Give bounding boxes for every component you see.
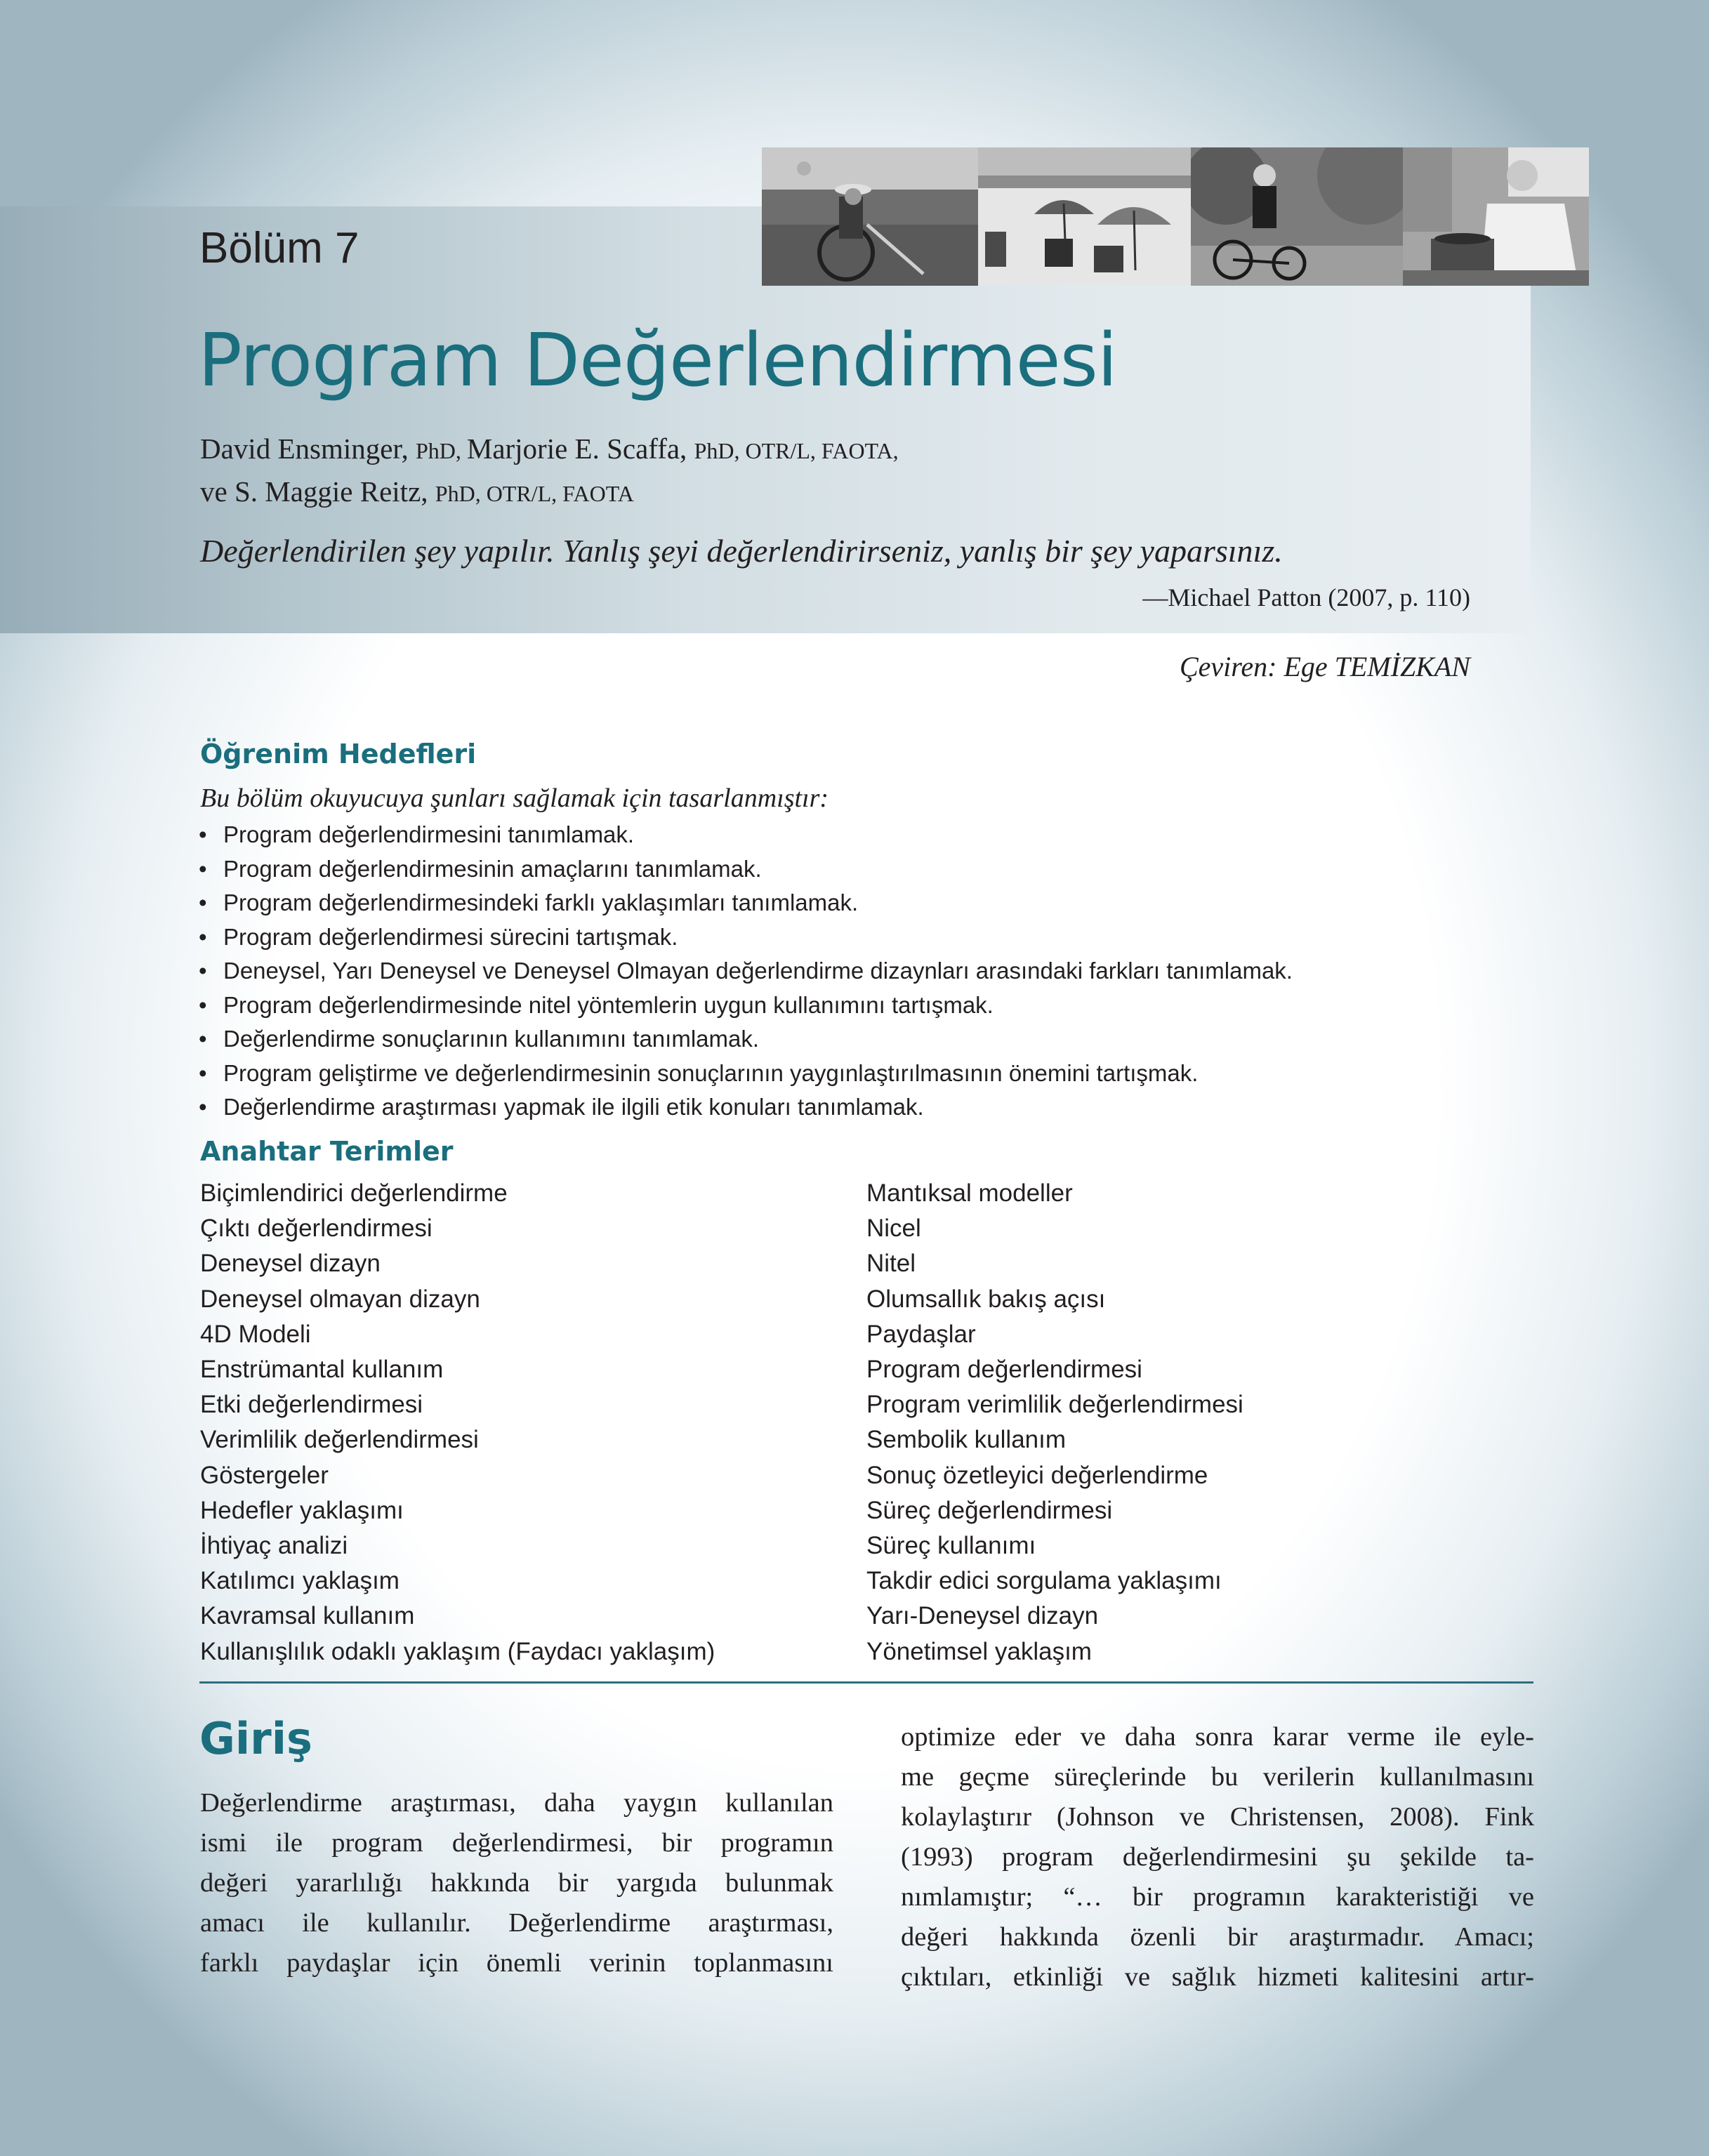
kitchen-cook-photo bbox=[1403, 147, 1589, 286]
bullet-icon: • bbox=[199, 821, 207, 847]
list-item: Enstrümantal kullanım bbox=[200, 1356, 444, 1384]
list-item: • Program değerlendirmesinde nitel yöntemlerin uygun kullanımını tartışmak. bbox=[199, 988, 1293, 1023]
text-line: amacı ile kullanılır. Değerlendirme araştırması, bbox=[200, 1908, 833, 1938]
list-item: • Değerlendirme araştırması yapmak ile ilgili etik konuları tanımlamak. bbox=[199, 1090, 1293, 1125]
key-terms-heading: Anahtar Terimler bbox=[200, 1136, 454, 1167]
beach-umbrellas-photo bbox=[978, 147, 1191, 286]
list-item: Deneysel olmayan dizayn bbox=[200, 1285, 480, 1313]
list-item: Hedefler yaklaşımı bbox=[200, 1496, 404, 1524]
list-item: Yönetimsel yaklaşım bbox=[866, 1637, 1092, 1665]
chapter-label: Bölüm 7 bbox=[199, 224, 359, 272]
list-item: Takdir edici sorgulama yaklaşımı bbox=[866, 1567, 1222, 1595]
authors-line-2 bbox=[200, 471, 899, 514]
list-item: • Deneysel, Yarı Deneysel ve Deneysel Olmayan değerlendirme dizaynları arasındaki farkları tanımlamak. bbox=[199, 954, 1293, 988]
author-name: David Ensminger, bbox=[200, 432, 416, 465]
list-item: İhtiyaç analizi bbox=[200, 1532, 348, 1560]
author-name: ve S. Maggie Reitz, bbox=[200, 475, 435, 508]
list-item: • Program değerlendirmesinin amaçlarını tanımlamak. bbox=[199, 852, 1293, 887]
intro-right-column bbox=[901, 1717, 1534, 1997]
list-item: Nitel bbox=[866, 1250, 916, 1278]
text-line: ismi ile program değerlendirmesi, bir programın bbox=[200, 1828, 833, 1858]
epigraph-quote: Değerlendirilen şey yapılır. Yanlış şeyi değerlendirirseniz, yanlış bir şey yaparsınız. bbox=[200, 533, 1283, 569]
bullet-icon: • bbox=[199, 855, 207, 882]
bullet-icon: • bbox=[199, 1094, 207, 1120]
text-line: Değerlendirme araştırması, daha yaygın kullanılan bbox=[200, 1788, 833, 1818]
list-item: Program değerlendirmesi bbox=[866, 1356, 1142, 1384]
objectives-heading: Öğrenim Hedefleri bbox=[200, 739, 477, 769]
text-line: değeri yararlılığı hakkında bir yargıda bulunmak bbox=[200, 1868, 833, 1898]
text-line: çıktıları, etkinliği ve sağlık hizmeti kalitesini artır- bbox=[901, 1962, 1534, 1992]
author-credentials: PhD, OTR/L, FAOTA, bbox=[694, 438, 899, 463]
translator-credit: Çeviren: Ege TEMİZKAN bbox=[1179, 651, 1470, 682]
key-terms-right-column bbox=[866, 1176, 1243, 1669]
bullet-icon: • bbox=[199, 1026, 207, 1052]
bullet-icon: • bbox=[199, 958, 207, 984]
epigraph-attribution: —Michael Patton (2007, p. 110) bbox=[1142, 583, 1470, 611]
wheelchair-gardener-photo bbox=[762, 147, 978, 286]
list-item: • Program değerlendirmesini tanımlamak. bbox=[199, 818, 1293, 852]
text-line: farklı paydaşlar için önemli verinin toplanmasını bbox=[200, 1948, 833, 1978]
list-item: Olumsallık bakış açısı bbox=[866, 1285, 1106, 1313]
list-item: Biçimlendirici değerlendirme bbox=[200, 1179, 508, 1207]
author-credentials: PhD, OTR/L, FAOTA bbox=[435, 481, 634, 506]
objectives-list bbox=[199, 818, 1293, 1125]
text-line: değeri hakkında özenli bir araştırmadır. Amacı; bbox=[901, 1922, 1534, 1952]
text-line: kolaylaştırır (Johnson ve Christensen, 2008). Fink bbox=[901, 1802, 1534, 1832]
text-line: me geçme süreçlerinde bu verilerin kullanılmasını bbox=[901, 1762, 1534, 1792]
author-credentials: PhD, bbox=[415, 438, 467, 463]
list-item: Etki değerlendirmesi bbox=[200, 1391, 423, 1419]
intro-heading: Giriş bbox=[199, 1713, 312, 1764]
list-item: Sonuç özetleyici değerlendirme bbox=[866, 1461, 1208, 1489]
intro-left-column bbox=[200, 1783, 833, 1983]
list-item: Katılımcı yaklaşım bbox=[200, 1567, 400, 1595]
list-item: • Değerlendirme sonuçlarının kullanımını tanımlamak. bbox=[199, 1022, 1293, 1057]
author-name: Marjorie E. Scaffa, bbox=[466, 432, 694, 465]
section-divider bbox=[199, 1681, 1533, 1684]
list-item: Çıktı değerlendirmesi bbox=[200, 1215, 433, 1243]
list-item: Süreç kullanımı bbox=[866, 1532, 1036, 1560]
list-item: 4D Modeli bbox=[200, 1320, 311, 1348]
photo-strip bbox=[762, 147, 1589, 286]
list-item: Kullanışlılık odaklı yaklaşım (Faydacı yaklaşım) bbox=[200, 1637, 715, 1665]
bullet-icon: • bbox=[199, 923, 207, 950]
text-line: (1993) program değerlendirmesini şu şekilde ta- bbox=[901, 1842, 1534, 1872]
tricycle-rider-photo bbox=[1191, 147, 1403, 286]
objectives-intro: Bu bölüm okuyucuya şunları sağlamak için tasarlanmıştır: bbox=[200, 783, 829, 813]
text-line: optimize eder ve daha sonra karar verme ile eyle- bbox=[901, 1722, 1534, 1752]
bullet-icon: • bbox=[199, 1059, 207, 1086]
bullet-icon: • bbox=[199, 889, 207, 915]
authors bbox=[200, 428, 899, 514]
list-item: Süreç değerlendirmesi bbox=[866, 1496, 1113, 1524]
list-item: Mantıksal modeller bbox=[866, 1179, 1073, 1207]
list-item: • Program geliştirme ve değerlendirmesinin sonuçlarının yaygınlaştırılmasının önemini tartışmak. bbox=[199, 1057, 1293, 1091]
key-terms-left-column bbox=[200, 1176, 715, 1669]
list-item: Sembolik kullanım bbox=[866, 1426, 1066, 1454]
list-item: Yarı-Deneysel dizayn bbox=[866, 1602, 1099, 1630]
bullet-icon: • bbox=[199, 991, 207, 1018]
authors-line-1 bbox=[200, 428, 899, 471]
list-item: Verimlilik değerlendirmesi bbox=[200, 1426, 479, 1454]
list-item: Kavramsal kullanım bbox=[200, 1602, 415, 1630]
list-item: Paydaşlar bbox=[866, 1320, 976, 1348]
list-item: Deneysel dizayn bbox=[200, 1250, 381, 1278]
text-line: nımlamıştır; “… bir programın karakteristiği ve bbox=[901, 1882, 1534, 1912]
list-item: Nicel bbox=[866, 1215, 921, 1243]
chapter-title: Program Değerlendirmesi bbox=[198, 317, 1117, 403]
list-item: Göstergeler bbox=[200, 1461, 329, 1489]
list-item: • Program değerlendirmesindeki farklı yaklaşımları tanımlamak. bbox=[199, 886, 1293, 920]
list-item: Program verimlilik değerlendirmesi bbox=[866, 1391, 1243, 1419]
list-item: • Program değerlendirmesi sürecini tartışmak. bbox=[199, 920, 1293, 955]
